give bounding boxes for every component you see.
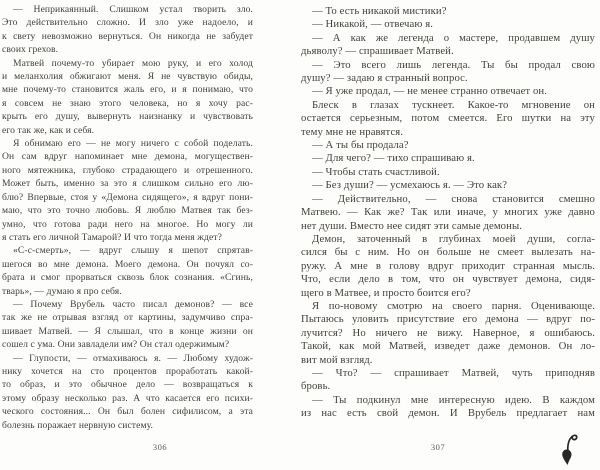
text-line: Матвей почему-то убирает мою руку, и его холод <box>13 57 253 69</box>
text-line: крыть его душу, вывернуть наизнанку и чувствовать <box>2 111 253 123</box>
text-line: дьяволу? — спрашивает Матвей. <box>301 45 454 58</box>
page-right <box>301 5 595 421</box>
text-line: Я обнимаю его — не могу ничего с собой поделать. <box>13 138 253 150</box>
text-line: блю? Впервые, стоя у «Демона сидящего», я вдруг пони- <box>2 191 253 203</box>
text-line: лучится? Но ничего не вижу. Наверное, я ошибаюсь. <box>301 326 595 339</box>
text-line: Он сам вдруг напоминает мне демона, могуществен- <box>2 151 253 163</box>
text-line: то образ, и это обычное дело — возвращаться к <box>2 379 253 391</box>
text-line: ружу. А мне в голову вдруг приходит странная мысль. <box>301 259 595 272</box>
text-line: — А как же легенда о мастере, продавшем душу <box>312 31 595 44</box>
text-line: Может быть, именно за это я слишком сильно его лю- <box>2 178 253 190</box>
text-line: из нас есть свой демон. И Врубель предлагает нам <box>301 407 595 420</box>
text-line: душу? — задаю я странный вопрос. <box>301 72 468 85</box>
text-line: бровь. <box>301 380 331 393</box>
text-line: шегося во мне демона. Моего демона. Он почуял со- <box>2 258 253 270</box>
text-line: ного мятежника, глубоко страдающего и отрешенного. <box>2 164 253 176</box>
text-line: и меланхолия обжигают меня. Я не чувствую обиды, <box>2 71 253 83</box>
page-number-left: 306 <box>152 442 168 452</box>
text-line: своих грехов. <box>2 44 59 56</box>
page-left <box>2 3 253 432</box>
text-line: Такой, как мой Матвей, изведет даже демонов. Он ло- <box>301 340 595 353</box>
text-line: шивает Матвей. — Я слышал, что в конце жизни он <box>2 325 253 337</box>
text-line: — Чтобы стать счастливой. <box>312 165 440 178</box>
text-line: нику хочется на сто процентов проработать какой- <box>2 365 253 377</box>
text-line: — Никакой, — отвечаю я. <box>312 18 433 31</box>
text-line: Пытаюсь уловить присутствие его демона — вдруг по- <box>301 313 595 326</box>
page-flip-ornament-icon <box>556 431 580 466</box>
text-line: «С-с-смерть», — вдруг слышу я шепот спрятав- <box>13 245 253 257</box>
text-line: Я по-новому смотрю на своего парня. Оценивающе. <box>312 299 595 312</box>
text-line: я стать его личной Тамарой? И что тогда меня ждет? <box>2 231 223 243</box>
text-line: Это действительно сложно. И зло уже надоело, и <box>2 17 253 29</box>
text-line: болезнь поражает нервную систему. <box>2 419 154 431</box>
text-line: этому образу несколько раз. А что касается его психи- <box>2 392 253 404</box>
text-line: — Ты подкинул мне интересную идею. В каждом <box>312 393 595 406</box>
page-right-text <box>301 5 595 421</box>
text-line: — Неприкаянный. Слишком устал творить зло. <box>13 4 253 15</box>
text-line: — А ты бы продала? <box>312 139 409 152</box>
text-line: — Без души? — усмехаюсь я. — Это как? <box>312 179 508 192</box>
text-line: так же не отрывая взгляд от картины, задумчиво спра- <box>2 312 253 324</box>
text-line: — Глупости, — отмахиваюсь я. — Любому худож- <box>13 352 253 364</box>
page-number-right: 307 <box>430 442 446 452</box>
text-line: Блеск в глазах тускнеет. Какое-то мгновение он <box>312 98 595 111</box>
text-line: — Для чего? — тихо спрашиваю я. <box>312 152 475 165</box>
text-line: — То есть никакой мистики? <box>312 5 447 17</box>
text-line: умно, что готова ради него на многое. Но могу ли <box>2 218 253 230</box>
text-line: я совсем не знаю этого человека, но я хочу рас- <box>2 97 253 109</box>
text-line: ческого состояния... Он был болен сифилисом, а эта <box>2 406 253 418</box>
text-line: мне почему-то становится жаль его, и я понимаю, что <box>2 84 253 96</box>
text-line: сился бы с ним. Но он больше не смеет вылезать на- <box>301 246 595 259</box>
text-line: остается серьезным, потом смеется. Его шутки на эту <box>301 112 595 125</box>
text-line: — Что? — спрашивает Матвей, чуть приподняв <box>312 366 595 379</box>
text-line: нет души. Вместо нее сидят эти самые демоны. <box>301 219 522 232</box>
text-line: Демон, заточенный в глубинах моей души, согла- <box>312 232 595 245</box>
text-line: — Действительно, — снова становится смешно <box>312 192 595 205</box>
text-line: маю, что это точно любовь. Я люблю Матвея так без- <box>2 205 253 217</box>
text-line: Матвею. — Как же? Так или иначе, у многих уже давно <box>301 206 595 219</box>
text-line: его так же, как и себя. <box>2 124 95 136</box>
text-line: брата и смог прорваться сквозь блок сознания. «Сгинь, <box>2 272 253 284</box>
text-line: тему мне не нравятся. <box>301 125 404 138</box>
text-line: — Это всего лишь легенда. Ты бы продал свою <box>312 58 595 71</box>
page-left-text <box>2 3 253 432</box>
text-line: вит мой взгляд. <box>301 353 373 366</box>
text-line: щего в Матвее, и просто боится его? <box>301 286 471 299</box>
text-line: — Я уже продал, — не менее странно отвечает он. <box>312 85 548 98</box>
text-line: сошел с ума. Они завладели им? Он стал одержимым? <box>2 339 230 351</box>
text-line: — Почему Врубель часто писал демонов? — все <box>13 298 253 310</box>
text-line: к свету невозможно вернуться. Он никогда не забудет <box>2 30 253 42</box>
text-line: тварь», — думаю я про себя. <box>2 285 122 297</box>
text-line: Что, если дело в том, что он чувствует демона, сидя- <box>301 273 595 286</box>
